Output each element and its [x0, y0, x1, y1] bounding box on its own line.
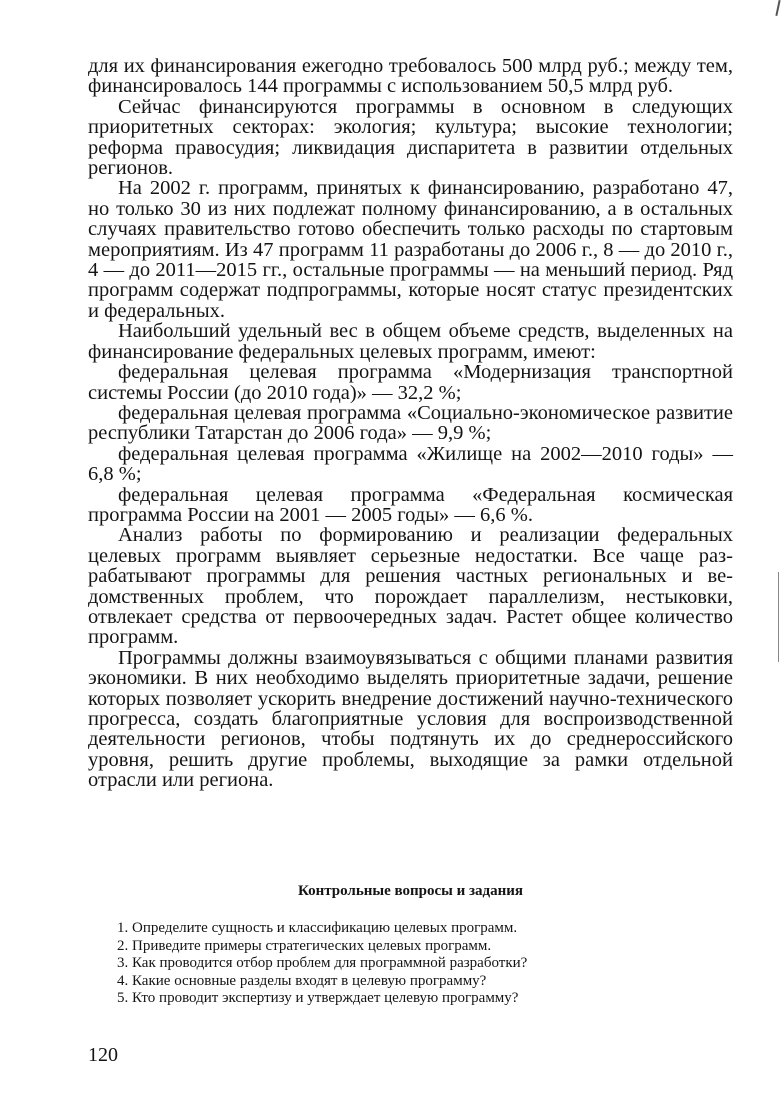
paragraph: На 2002 г. программ, принятых к финансированию, разработано 47, но только 30 из них подлежат полному финансированию, а в остальных случаях правительство готово обеспечить только расходы по стартовым мероприятиям. Из 47 программ 11 разработаны до 2006 г., 8 — до 2010 г., 4 — до 2011—2015 гг., остальные программы — на меньший период. Ряд программ содержат подпрограммы, которые носят статус президентских и федеральных.	[88, 177, 733, 322]
question-item: 5. Кто проводит экспертизу и утверждает целевую программу?	[117, 990, 519, 1007]
question-item: 2. Приведите примеры стратегических целевых программ.	[117, 937, 492, 954]
paragraph: Анализ работы по формированию и реализации федеральных целевых программ выявляет серьезные недостатки. Все чаще разрабатывают программы для решения частных региональных и ведомственных проблем, что порождает параллелизм, нестыковки, отвлекает средства от первоочередных задач. Растет общее количество программ.	[88, 524, 733, 649]
paragraph: Программы должны взаимоувязываться с общими планами развития экономики. В них необходимо выделять приоритетные задачи, решение которых позволяет ускорить внедрение достижений научно-технического прогресса, создать благоприятные условия для воспроизводственной деятельности регионов, чтобы подтянуть их до среднероссийского уровня, решить другие проблемы, выходящие за рамки отдельной отрасли или региона.	[88, 646, 733, 792]
question-item: 4. Какие основные разделы входят в целевую программу?	[117, 972, 487, 989]
paragraph: Сейчас финансируются программы в основном в следующих приоритетных секторах: экология; культура; высокие технологии; реформа правосудия; ликвидация диспаритета в развитии отдельных регионов.	[88, 95, 733, 180]
section-heading: Контрольные вопросы и задания	[297, 883, 524, 899]
questions-list	[117, 920, 717, 1008]
list-paragraph: федеральная целевая программа «Социально-экономическое развитие республики Татарстан до 2006 года» — 9,9 %;	[88, 401, 733, 445]
question-item: 1. Определите сущность и классификацию целевых программ.	[117, 920, 518, 936]
scan-edge-mark	[775, 0, 780, 16]
list-paragraph: федеральная целевая программа «Модернизация транспортной системы России (до 2010 года)» — 32,2 %;	[88, 361, 733, 404]
list-paragraph: федеральная целевая программа «Жилище на 2002—2010 годы» — 6,8 %;	[88, 442, 733, 486]
scan-edge-mark	[778, 572, 779, 662]
list-paragraph: федеральная целевая программа «Федеральная космическая программа России на 2001 — 2005 годы» — 6,6 %.	[88, 483, 733, 526]
paragraph: Наибольший удельный вес в общем объеме средств, выделенных на финансирование федеральных целевых программ, имеют:	[88, 320, 733, 363]
paragraph: для их финансирования ежегодно требовалось 500 млрд руб.; между тем, финансировалось 144 программы с использованием 50,5 млрд руб.	[88, 55, 733, 98]
page-number: 120	[88, 1044, 118, 1066]
question-item: 3. Как проводится отбор проблем для программной разработки?	[117, 955, 528, 972]
body-text	[88, 56, 733, 791]
